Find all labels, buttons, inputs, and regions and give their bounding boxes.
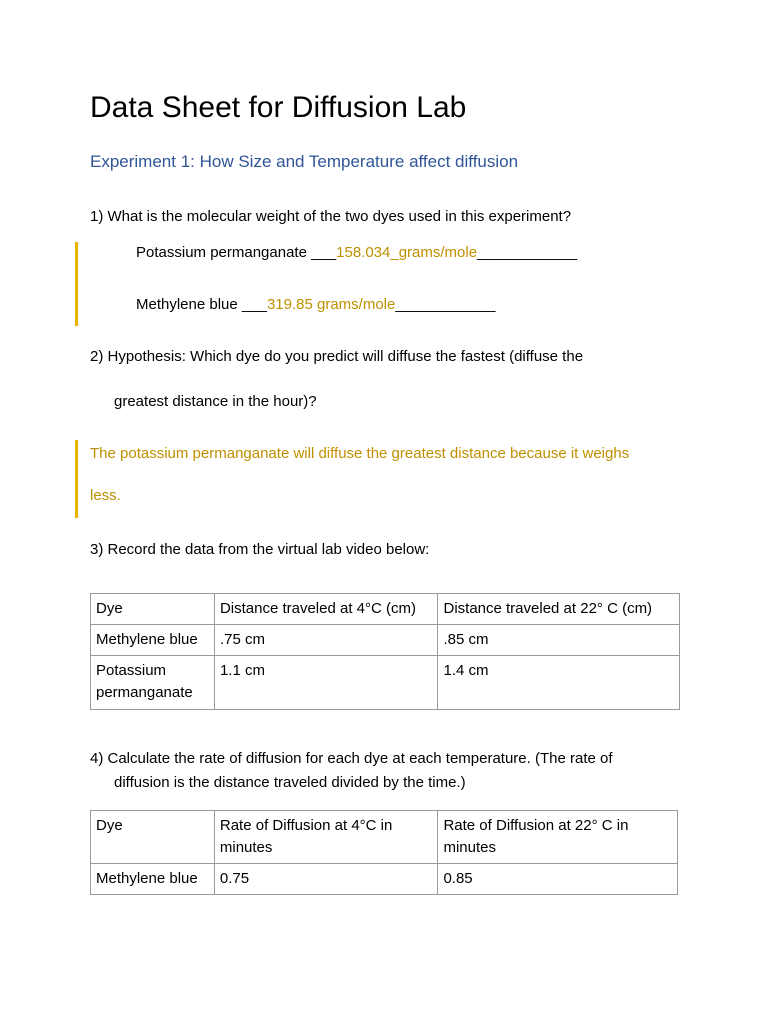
table-header-row bbox=[91, 811, 678, 864]
header-cell: Dye bbox=[91, 811, 215, 864]
table-cell: 1.1 cm bbox=[214, 656, 438, 710]
header-cell: Distance traveled at 22° C (cm) bbox=[438, 594, 680, 625]
header-cell: Rate of Diffusion at 4°C in minutes bbox=[214, 811, 438, 864]
table-cell: 0.75 bbox=[214, 864, 438, 895]
methylene-blue-label: Methylene blue ___ bbox=[136, 296, 267, 313]
potassium-permanganate-label: Potassium permanganate ___ bbox=[136, 244, 337, 261]
comment-bar-q2 bbox=[75, 440, 78, 518]
table-cell: Potassium permanganate bbox=[91, 656, 215, 710]
table-row bbox=[91, 625, 680, 656]
question-4-line-2: diffusion is the distance traveled divided by the time.) bbox=[114, 774, 466, 791]
hypothesis-answer-line-1: The potassium permanganate will diffuse the greatest distance because it weighs bbox=[90, 445, 630, 462]
table-header-row bbox=[91, 594, 680, 625]
header-cell: Dye bbox=[91, 594, 215, 625]
potassium-permanganate-answer: 158.034_grams/mole bbox=[336, 244, 478, 261]
question-2-line-2: greatest distance in the hour)? bbox=[114, 393, 317, 410]
table-cell: Methylene blue bbox=[91, 625, 215, 656]
methylene-blue-answer: 319.85 grams/mole bbox=[266, 296, 396, 313]
header-cell: Distance traveled at 4°C (cm) bbox=[214, 594, 438, 625]
table-cell: Methylene blue bbox=[91, 864, 215, 895]
potassium-permanganate-line bbox=[136, 242, 577, 264]
table-row bbox=[91, 864, 678, 895]
question-2-line-1: 2) Hypothesis: Which dye do you predict will diffuse the fastest (diffuse the bbox=[90, 348, 584, 365]
potassium-permanganate-blank: ____________ bbox=[477, 244, 578, 261]
table-cell: .75 cm bbox=[214, 625, 438, 656]
comment-bar-q1 bbox=[75, 242, 78, 326]
question-1: 1) What is the molecular weight of the two dyes used in this experiment? bbox=[90, 208, 572, 225]
hypothesis-answer-line-2: less. bbox=[90, 487, 121, 504]
table-cell: 0.85 bbox=[438, 864, 678, 895]
table-row bbox=[91, 656, 680, 710]
methylene-blue-line bbox=[136, 294, 495, 316]
experiment-heading: Experiment 1: How Size and Temperature affect diffusion bbox=[90, 152, 519, 171]
page-title: Data Sheet for Diffusion Lab bbox=[90, 91, 467, 124]
table-cell: .85 cm bbox=[438, 625, 680, 656]
distance-table bbox=[90, 593, 680, 710]
header-cell: Rate of Diffusion at 22° C in minutes bbox=[438, 811, 678, 864]
methylene-blue-blank: ____________ bbox=[395, 296, 496, 313]
table-cell: 1.4 cm bbox=[438, 656, 680, 710]
question-4-line-1: 4) Calculate the rate of diffusion for each dye at each temperature. (The rate of bbox=[90, 750, 613, 767]
rate-table bbox=[90, 810, 678, 895]
question-3: 3) Record the data from the virtual lab video below: bbox=[90, 541, 430, 558]
